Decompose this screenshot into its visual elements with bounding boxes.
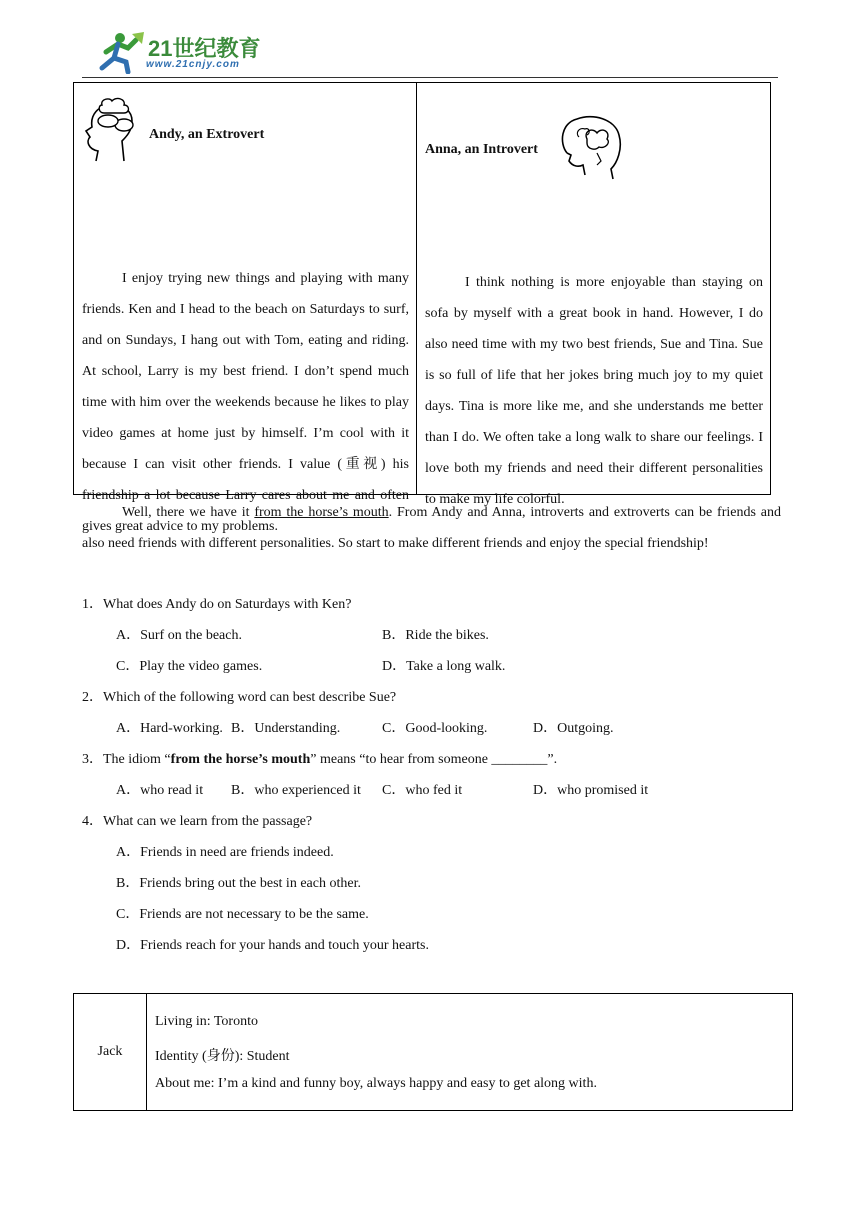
closing-text: Well, there we have it bbox=[122, 505, 255, 520]
question-stem: 4．What can we learn from the passage? bbox=[82, 814, 313, 829]
header-divider bbox=[82, 77, 778, 78]
profile-text: I enjoy trying new things and playing with many friends. Ken and I head to the beach on Saturdays to surf, and on Sundays, I hang out with Tom, eating and riding. At school, Larry is my best friend. I don’t spend much time with him over the weekends because he likes to play video games at home just by himself. I’m cool with it because I can visit other friends. I value (重视) his friendship a lot because Larry cares about me and often gives great advice to my problems. bbox=[82, 271, 409, 534]
jack-name: Jack bbox=[74, 994, 147, 1110]
question-option[interactable]: B．Ride the bikes. bbox=[382, 628, 489, 643]
closing-paragraph bbox=[82, 497, 781, 559]
profile-name: Anna, an Introvert bbox=[425, 142, 538, 157]
question-option[interactable]: D．Take a long walk. bbox=[382, 659, 506, 674]
profile-anna bbox=[417, 83, 770, 507]
question-option[interactable]: C．who fed it bbox=[382, 783, 463, 798]
idiom-underlined: from the horse’s mouth bbox=[254, 505, 389, 520]
question-option[interactable]: C．Good-looking. bbox=[382, 721, 488, 736]
question-option[interactable]: C．Friends are not necessary to be the same. bbox=[116, 907, 369, 922]
jack-living: Living in: Toronto bbox=[155, 1014, 258, 1029]
question-stem: 1．What does Andy do on Saturdays with Ken? bbox=[82, 597, 352, 612]
jack-identity: Identity (身份): Student bbox=[155, 1049, 290, 1064]
runner-logo-icon bbox=[92, 30, 146, 74]
question-option[interactable]: A．Hard-working. bbox=[116, 721, 223, 736]
logo-text: 21世纪教育 bbox=[148, 36, 261, 61]
jack-about: About me: I’m a kind and funny boy, always happy and easy to get along with. bbox=[155, 1076, 597, 1091]
jack-profile-table bbox=[73, 993, 793, 1111]
stem-text: 3．The idiom “ bbox=[82, 752, 171, 767]
logo-url: www.21cnjy.com bbox=[146, 59, 240, 70]
extrovert-head-icon bbox=[84, 97, 140, 167]
question-option[interactable]: B．who experienced it bbox=[231, 783, 361, 798]
question-option[interactable]: A．who read it bbox=[116, 783, 204, 798]
question-option[interactable]: A．Friends in need are friends indeed. bbox=[116, 845, 334, 860]
question-option[interactable]: C．Play the video games. bbox=[116, 659, 263, 674]
stem-idiom: from the horse’s mouth bbox=[170, 752, 311, 767]
question-stem bbox=[82, 750, 557, 770]
question-option[interactable]: B．Friends bring out the best in each other. bbox=[116, 876, 361, 891]
question-option[interactable]: D．Friends reach for your hands and touch your hearts. bbox=[116, 938, 429, 953]
closing-text: . From Andy and Anna, introverts and extroverts can be friends and also need friends with different personalities. So start to make different friends and enjoy the special friendship! bbox=[82, 505, 781, 551]
question-option[interactable]: A．Surf on the beach. bbox=[116, 628, 242, 643]
question-option[interactable]: B．Understanding. bbox=[231, 721, 341, 736]
stem-text: ” means “to hear from someone ________”. bbox=[310, 752, 558, 767]
site-logo bbox=[92, 30, 262, 76]
profile-name: Andy, an Extrovert bbox=[149, 127, 265, 142]
question-stem: 2．Which of the following word can best describe Sue? bbox=[82, 690, 397, 705]
introvert-head-icon bbox=[557, 113, 625, 183]
profile-text: I think nothing is more enjoyable than staying on sofa by myself with a great book in hand. However, I do also need time with my two best friends, Sue and Tina. Sue is so full of life that her jokes bring much joy to my quiet days. Tina is more like me, and she understands me better than I do. We often take a long walk to share our feelings. I love both my friends and need their different personalities to make my life colorful. bbox=[425, 275, 763, 507]
question-option[interactable]: D．who promised it bbox=[533, 783, 649, 798]
question-option[interactable]: D．Outgoing. bbox=[533, 721, 614, 736]
